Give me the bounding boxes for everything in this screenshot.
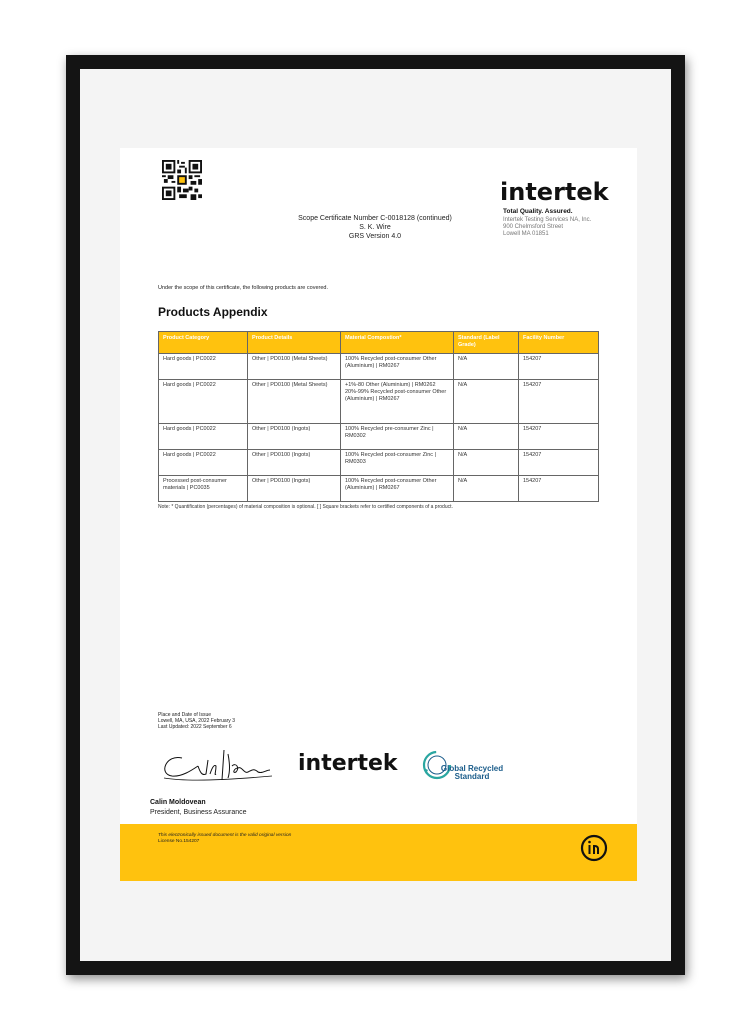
cell-details: Other | PD0100 (Metal Sheets) <box>248 354 341 380</box>
cell-composition <box>341 380 454 424</box>
company-name: S. K. Wire <box>359 224 391 231</box>
cell-details: Other | PD0100 (Ingots) <box>248 450 341 476</box>
cell-category: Processed post-consumer materials | PC0035 <box>159 476 248 502</box>
composition-line: +1%-80 Other (Aluminium) | RM0262 <box>345 382 436 388</box>
intertek-logo-top: intertek <box>500 178 609 206</box>
composition-line: 20%-99% Recycled post-consumer Other (Aluminium) | RM0267 <box>345 389 447 402</box>
table-row <box>159 450 599 476</box>
intertek-in-mark-icon <box>579 833 609 863</box>
cell-facility: 154207 <box>519 380 599 424</box>
cell-standard: N/A <box>454 450 519 476</box>
footer-note <box>158 833 291 845</box>
section-title: Products Appendix <box>158 305 268 319</box>
cell-category: Hard goods | PC0022 <box>159 380 248 424</box>
table-row <box>159 380 599 424</box>
issue-label: Place and Date of Issue <box>158 712 212 718</box>
signer-name: Calin Moldovean <box>150 799 206 806</box>
cell-composition <box>341 476 454 502</box>
cell-facility: 154207 <box>519 354 599 380</box>
scope-number: Scope Certificate Number C-0018128 (continued) <box>298 215 452 222</box>
table-row <box>159 476 599 502</box>
composition-line: 100% Recycled post-consumer Other (Aluminium) | RM0267 <box>345 478 437 491</box>
header-product-category: Product Category <box>159 332 248 354</box>
composition-line: 100% Recycled post-consumer Zinc | RM0303 <box>345 452 436 465</box>
grs-line: Global Recycled <box>440 764 504 773</box>
grs-line: Standard <box>454 772 490 781</box>
cell-category: Hard goods | PC0022 <box>159 450 248 476</box>
cell-standard: N/A <box>454 380 519 424</box>
cell-facility: 154207 <box>519 476 599 502</box>
address-line: Intertek Testing Services NA, Inc. <box>503 217 592 223</box>
cell-details: Other | PD0100 (Ingots) <box>248 424 341 450</box>
footer-validity: This electronically issued document is the valid original version <box>158 833 292 838</box>
cell-composition <box>341 424 454 450</box>
qr-code-icon <box>162 160 202 200</box>
issuer-address <box>503 217 591 239</box>
issue-place-date: Lowell, MA, USA, 2022 February 3 <box>158 718 235 725</box>
address-line: 900 Chelmsford Street <box>503 224 564 231</box>
table-note: Note: * Quantification (percentages) of material composition is optional. [ ] Square brackets refer to certified components of a product. <box>158 504 453 510</box>
intro-text: Under the scope of this certificate, the following products are covered. <box>158 285 328 291</box>
composition-line: 100% Recycled pre-consumer Zinc | RM0302 <box>345 426 434 439</box>
signature-image <box>158 746 276 788</box>
header-facility-number: Facility Number <box>519 332 599 354</box>
issue-info <box>158 712 235 731</box>
certificate-heading <box>280 214 470 241</box>
cell-details: Other | PD0100 (Ingots) <box>248 476 341 502</box>
cell-composition <box>341 354 454 380</box>
cell-category: Hard goods | PC0022 <box>159 354 248 380</box>
products-table <box>158 331 599 502</box>
intertek-logo: intertek <box>298 751 398 776</box>
table-row <box>159 424 599 450</box>
grs-logo-text <box>438 765 506 781</box>
standard-version: GRS Version 4.0 <box>348 233 402 240</box>
certificate-page <box>120 148 637 881</box>
table-header-row <box>159 332 599 354</box>
issue-updated: Last Updated: 2022 September 6 <box>158 724 232 731</box>
address-line: Lowell MA 01851 <box>503 231 549 238</box>
cell-details: Other | PD0100 (Metal Sheets) <box>248 380 341 424</box>
footer-band <box>120 824 637 881</box>
cell-standard: N/A <box>454 424 519 450</box>
tagline: Total Quality. Assured. <box>503 208 573 215</box>
cell-facility: 154207 <box>519 424 599 450</box>
header-product-details: Product Details <box>248 332 341 354</box>
cell-facility: 154207 <box>519 450 599 476</box>
footer-license: License No.154207 <box>158 839 200 844</box>
signer-title: President, Business Assurance <box>150 809 247 816</box>
composition-line: 100% Recycled post-consumer Other (Aluminium) | RM0267 <box>345 356 437 369</box>
header-standard: Standard (Label Grade) <box>454 332 519 354</box>
cell-composition <box>341 450 454 476</box>
table-row <box>159 354 599 380</box>
cell-standard: N/A <box>454 476 519 502</box>
cell-standard: N/A <box>454 354 519 380</box>
header-material-composition: Material Compostion* <box>341 332 454 354</box>
cell-category: Hard goods | PC0022 <box>159 424 248 450</box>
